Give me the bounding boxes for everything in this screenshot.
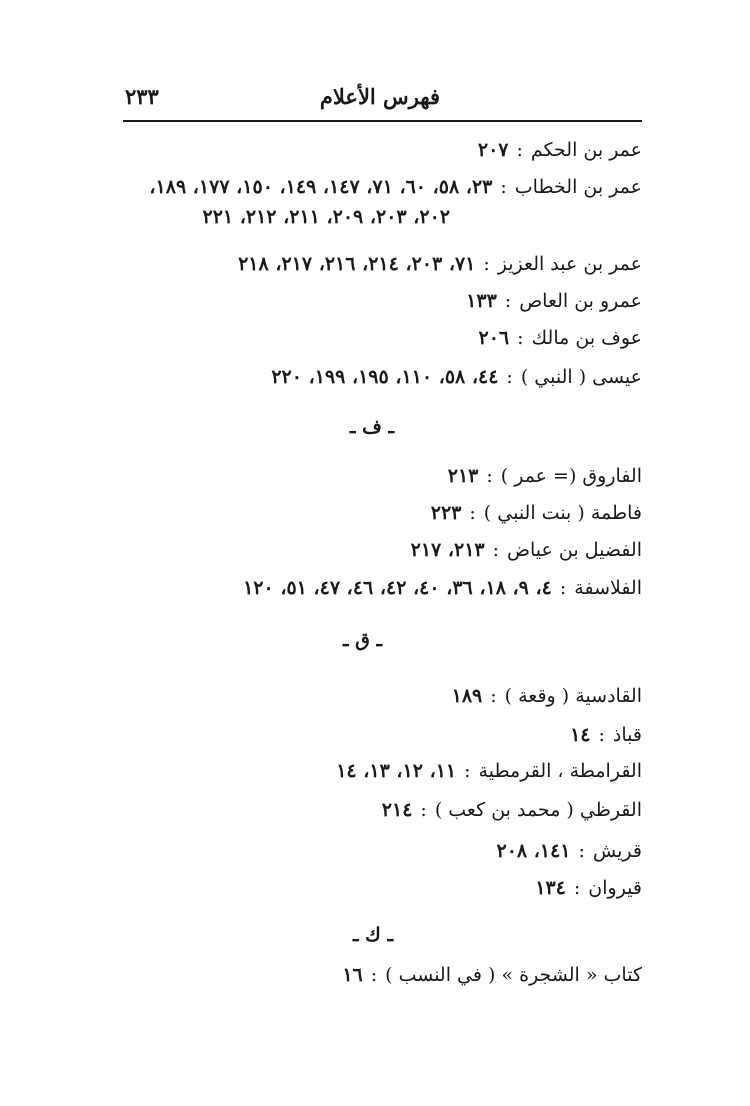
entry-pages: ٢١٣	[447, 465, 479, 487]
index-entry	[149, 174, 642, 200]
entry-separator: :	[469, 502, 476, 524]
entry-separator: :	[506, 366, 513, 388]
entry-pages: ١٤١، ٢٠٨	[496, 840, 571, 862]
index-entry-continuation	[203, 204, 451, 230]
page-number: ٢٣٣	[125, 84, 159, 109]
index-entry	[342, 962, 642, 988]
entry-pages: ٧١، ٢٠٣، ٢١٤، ٢١٦، ٢١٧، ٢١٨	[238, 253, 476, 275]
index-entry	[411, 537, 642, 563]
index-entry	[243, 575, 642, 601]
entry-pages: ٢٢٣	[430, 502, 462, 524]
entry-name: عيسى ( النبي )	[520, 366, 642, 388]
entry-pages: ١١، ١٢، ١٣، ١٤	[336, 760, 457, 782]
entry-separator: :	[516, 139, 523, 161]
entry-pages: ٢٠٧	[477, 139, 509, 161]
entry-name: قريش	[592, 840, 642, 862]
index-entry	[452, 683, 642, 709]
entry-name: القادسية ( وقعة )	[504, 685, 642, 707]
entry-name: عوف بن مالك	[531, 327, 642, 349]
entry-separator: :	[573, 877, 581, 899]
header-rule	[123, 120, 642, 122]
entry-name: الفاروق (= عمر )	[500, 465, 642, 487]
section-heading-fa: ـ ف ـ	[350, 416, 395, 438]
entry-name: قيروان	[588, 877, 642, 899]
entry-separator: :	[492, 539, 500, 561]
index-entry	[497, 838, 642, 864]
page-header	[120, 84, 640, 124]
entry-name: الفضيل بن عياض	[507, 539, 642, 561]
index-entry	[271, 364, 642, 390]
entry-name: القرظي ( محمد بن كعب )	[434, 799, 642, 821]
entry-pages: ١٣٣	[466, 290, 497, 312]
index-entry	[448, 463, 642, 489]
index-entry	[570, 722, 642, 748]
index-entry	[238, 251, 642, 277]
entry-pages: ١٨٩	[451, 685, 483, 707]
section-heading-kaf: ـ ك ـ	[353, 924, 394, 946]
page-title: فهرس الأعلام	[319, 84, 440, 109]
entry-name: عمر بن عبد العزيز	[497, 253, 642, 275]
entry-separator: :	[559, 577, 567, 599]
entry-pages: ٢٠٦	[478, 327, 510, 349]
section-heading-qaf: ـ ق ـ	[343, 629, 383, 651]
entry-pages: ١٦	[342, 964, 363, 986]
entry-separator: :	[490, 685, 497, 707]
entry-name: عمر بن الحكم	[530, 139, 642, 161]
entry-pages: ٤٤، ٥٨، ١١٠، ١٩٥، ١٩٩، ٢٢٠	[271, 366, 499, 388]
entry-separator: :	[464, 760, 471, 782]
entry-name: فاطمة ( بنت النبي )	[483, 502, 642, 524]
index-entry	[479, 325, 642, 351]
index-entry	[466, 288, 642, 314]
entry-pages: ٢١٤	[381, 799, 413, 821]
entry-name: عمر بن الخطاب	[514, 176, 642, 198]
entry-separator: :	[578, 840, 585, 862]
entry-name: قباذ	[612, 724, 642, 746]
entry-pages: ٢٠٢، ٢٠٣، ٢٠٩، ٢١١، ٢١٢، ٢٢١	[202, 206, 450, 228]
entry-separator: :	[483, 253, 490, 275]
entry-separator: :	[517, 327, 524, 349]
entry-name: القرامطة ، القرمطية	[478, 760, 642, 782]
index-entry	[382, 797, 642, 823]
entry-pages: ٤، ٩، ١٨، ٣٦، ٤٠، ٤٢، ٤٦، ٤٧، ٥١، ١٢٠	[243, 577, 552, 599]
index-entry	[431, 500, 642, 526]
entry-separator: :	[486, 465, 493, 487]
entry-pages: ١٤	[570, 724, 591, 746]
index-entry	[535, 875, 642, 901]
entry-separator: :	[370, 964, 378, 986]
index-entry	[336, 758, 642, 784]
entry-separator: :	[420, 799, 427, 821]
entry-name: كتاب « الشجرة » ( في النسب )	[385, 964, 642, 986]
entry-pages: ٢٣، ٥٨، ٦٠، ٧١، ١٤٧، ١٤٩، ١٥٠، ١٧٧، ١٨٩،	[149, 176, 493, 198]
entry-name: الفلاسفة	[574, 577, 642, 599]
index-entry	[478, 137, 642, 163]
entry-separator: :	[500, 176, 507, 198]
entry-separator: :	[598, 724, 605, 746]
entry-name: عمرو بن العاص	[519, 290, 642, 312]
entry-pages: ١٣٤	[535, 877, 566, 899]
entry-separator: :	[504, 290, 512, 312]
entry-pages: ٢١٣، ٢١٧	[410, 539, 485, 561]
